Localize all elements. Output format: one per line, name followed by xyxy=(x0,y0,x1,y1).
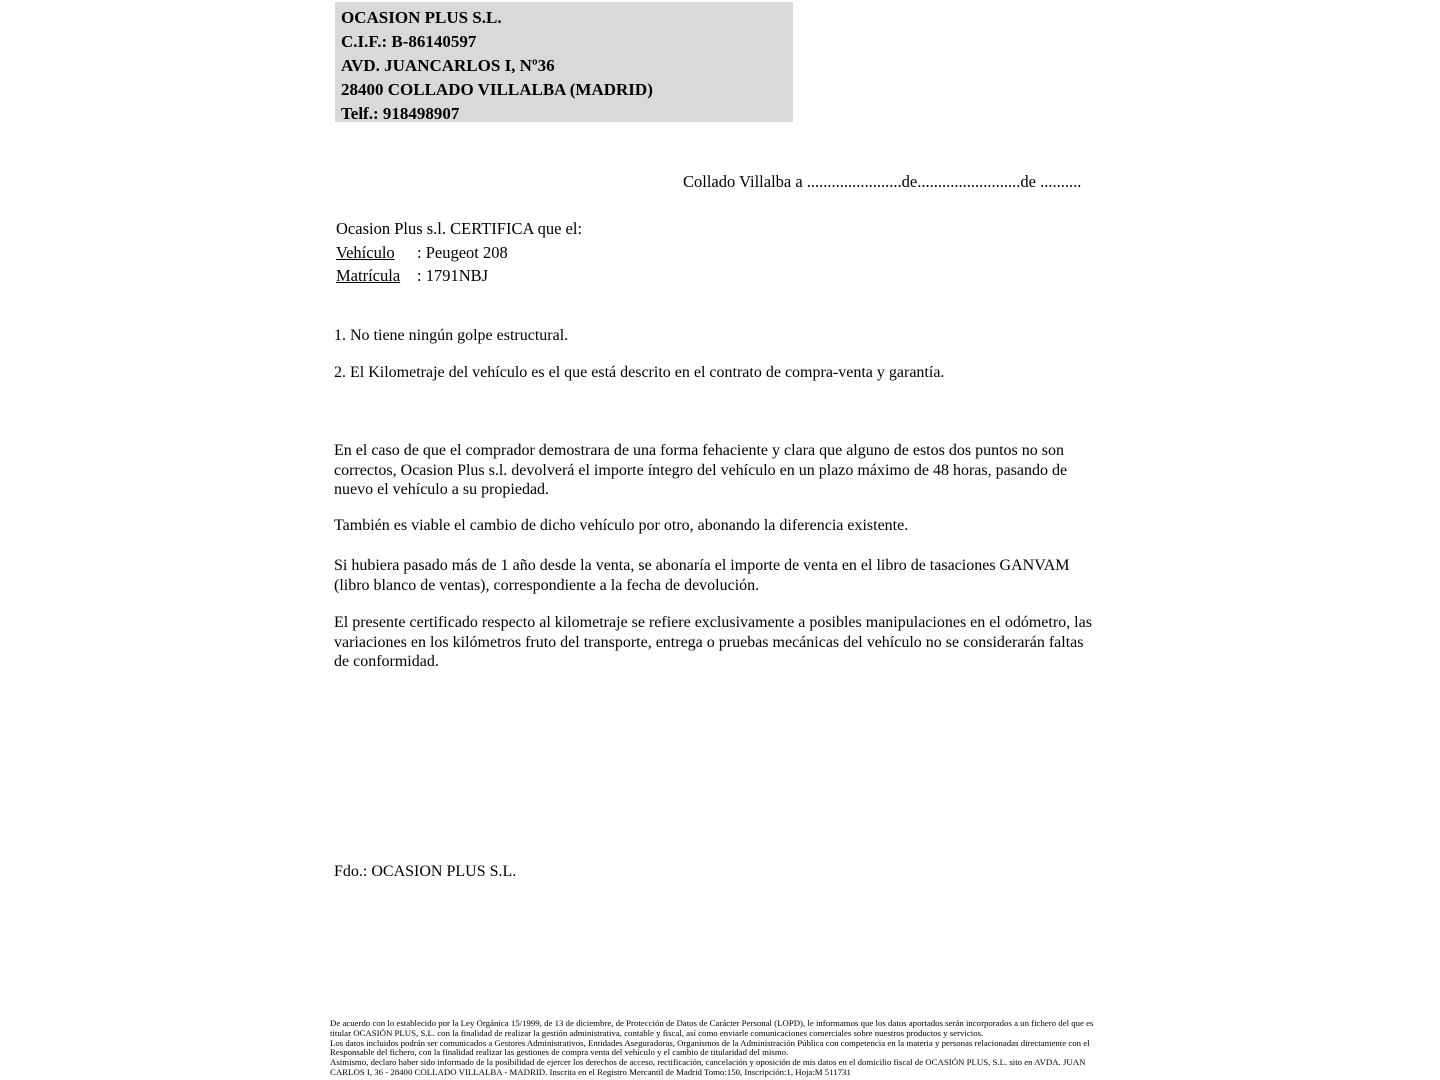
date-line: Collado Villalba a .......................de.........................de .......... xyxy=(683,172,1082,191)
paragraph-refund: En el caso de que el comprador demostrara de una forma fehaciente y clara que alguno de estos dos puntos no son correctos, Ocasion Plus s.l. devolverá el importe íntegro del vehículo en un plazo máximo de 48 horas, pasando de nuevo el vehículo a su propiedad. xyxy=(334,442,1068,499)
plate-field xyxy=(336,264,582,288)
vehicle-label: Vehículo xyxy=(336,242,395,262)
legal-paragraph-2: Los datos incluidos podrán ser comunicados a Gestores Administrativos, Entidades Aseguradoras, Organismos de la Administración Pública con competencia en la materia y personas relacionadas directamente con el Responsable del fichero, con la finalidad realizar las gestiones de compra venta del vehículo y el cambio de titularidad del mismo. xyxy=(330,1037,1090,1058)
certify-point-1: 1. No tiene ningún golpe estructural. xyxy=(334,327,569,344)
signature-line: Fdo.: OCASION PLUS S.L. xyxy=(334,863,517,880)
company-address: AVD. JUANCARLOS I, Nº36 xyxy=(341,56,555,75)
company-header-box xyxy=(335,2,793,122)
legal-paragraph-3: Asimismo, declaro haber sido informado de la posibilidad de ejercer los derechos de acceso, rectificación, cancelación y oposición de mis datos en el domicilio fiscal de OCASIÓN PLUS, S.L. sito en AVDA. JUAN CARLOS I, 36 - 28400 COLLADO VILLALBA - MADRID. Inscrita en el Registro Mercantil de Madrid Tomo:150, Inscripción:1, Hoja:M 511731 xyxy=(330,1057,1086,1077)
plate-label-wrap xyxy=(336,264,417,288)
plate-value: : 1791NBJ xyxy=(417,266,489,285)
vehicle-field xyxy=(336,241,582,265)
certify-point-2: 2. El Kilometraje del vehículo es el que está descrito en el contrato de compra-venta y garantía. xyxy=(334,364,945,381)
vehicle-label-wrap xyxy=(336,241,417,265)
legal-paragraph-1: De acuerdo con lo establecido por la Ley Orgánica 15/1999, de 13 de diciembre, de Protección de Datos de Carácter Personal (LOPD), le informamos que los datos aportados serán incorporados a un fichero del que es titular OCASIÓN PLUS, S.L. con la finalidad de realizar la gestión administrativa, contable y fiscal, así como enviarle comunicaciones comerciales sobre nuestros productos y servicios. xyxy=(330,1018,1094,1038)
paragraph-exchange: También es viable el cambio de dicho vehículo por otro, abonando la diferencia existente. xyxy=(334,517,909,534)
company-phone: Telf.: 918498907 xyxy=(341,104,460,123)
plate-label: Matrícula xyxy=(336,266,401,285)
legal-footer xyxy=(330,1019,1105,1078)
certify-intro: Ocasion Plus s.l. CERTIFICA que el: xyxy=(336,219,583,238)
paragraph-ganvam: Si hubiera pasado más de 1 año desde la venta, se abonaría el importe de venta en el libro de tasaciones GANVAM (libro blanco de ventas), correspondiente a la fecha de devolución. xyxy=(334,557,1070,594)
vehicle-value: : Peugeot 208 xyxy=(417,242,508,262)
paragraph-odometer: El presente certificado respecto al kilometraje se refiere exclusivamente a posibles manipulaciones en el odómetro, las variaciones en los kilómetros fruto del transporte, entrega o pruebas mecánicas del vehículo no se considerarán faltas de conformidad. xyxy=(334,614,1092,671)
company-name: OCASION PLUS S.L. xyxy=(341,8,502,27)
certify-block xyxy=(336,217,582,288)
company-cif: C.I.F.: B-86140597 xyxy=(341,32,477,51)
company-city: 28400 COLLADO VILLALBA (MADRID) xyxy=(341,80,653,99)
